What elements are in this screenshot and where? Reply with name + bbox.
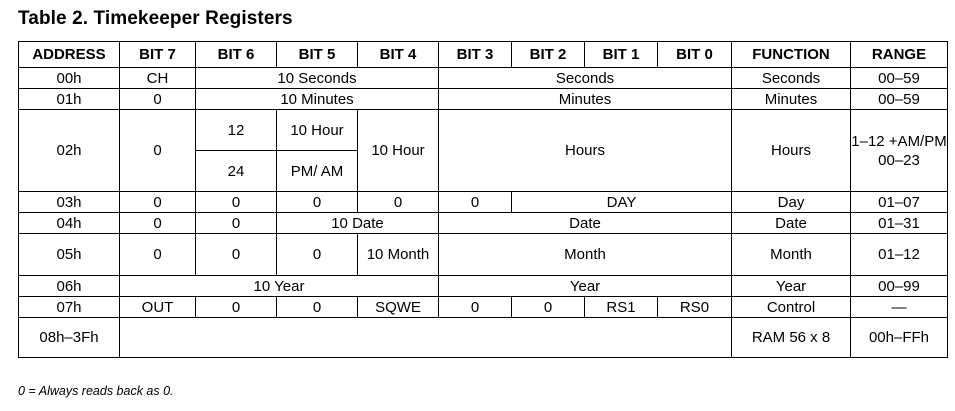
cell-bit7: 0	[120, 213, 196, 234]
table-row	[19, 276, 948, 297]
cell-address: 05h	[19, 234, 120, 276]
table-row	[19, 318, 948, 358]
cell-address: 06h	[19, 276, 120, 297]
cell-bit7: CH	[120, 68, 196, 89]
cell-bits5to4: 10 Date	[277, 213, 439, 234]
cell-bits7to4: 10 Year	[120, 276, 439, 297]
table-row	[19, 68, 948, 89]
cell-bit4-10-month: 10 Month	[358, 234, 439, 276]
cell-bit6: 0	[196, 297, 277, 318]
cell-bit6: 0	[196, 234, 277, 276]
cell-bit0: RS0	[658, 297, 732, 318]
cell-bit1: RS1	[585, 297, 658, 318]
table-row	[19, 213, 948, 234]
header-bit0: BIT 0	[658, 42, 732, 68]
cell-bit7: 0	[120, 89, 196, 110]
cell-bit7: 0	[120, 192, 196, 213]
cell-bits3to0: Year	[439, 276, 732, 297]
header-bit3: BIT 3	[439, 42, 512, 68]
cell-function: RAM 56 x 8	[732, 318, 851, 358]
cell-bits6to4: 10 Seconds	[196, 68, 439, 89]
header-row	[19, 42, 948, 68]
cell-address: 00h	[19, 68, 120, 89]
cell-range: 00–59	[851, 68, 948, 89]
cell-function: Hours	[732, 110, 851, 192]
header-address: ADDRESS	[19, 42, 120, 68]
cell-range: 01–07	[851, 192, 948, 213]
cell-bits-empty	[120, 318, 732, 358]
cell-function: Month	[732, 234, 851, 276]
footnote: 0 = Always reads back as 0.	[18, 384, 174, 398]
table-title: Table 2. Timekeeper Registers	[18, 8, 293, 29]
cell-bit6: 0	[196, 192, 277, 213]
cell-bit3: 0	[439, 297, 512, 318]
cell-range: 00h–FFh	[851, 318, 948, 358]
table-row	[19, 89, 948, 110]
cell-bits3to0: Month	[439, 234, 732, 276]
table-row	[19, 110, 948, 151]
cell-address: 07h	[19, 297, 120, 318]
table-row	[19, 192, 948, 213]
cell-range: 1–12 +AM/PM 00–23	[851, 110, 948, 192]
cell-address: 02h	[19, 110, 120, 192]
header-bit5: BIT 5	[277, 42, 358, 68]
cell-bit5: 0	[277, 192, 358, 213]
cell-bit5: 0	[277, 297, 358, 318]
cell-bit5-pm-am: PM/ AM	[277, 151, 358, 192]
cell-bits3to0: Date	[439, 213, 732, 234]
header-range: RANGE	[851, 42, 948, 68]
cell-bit4-10-hour: 10 Hour	[358, 110, 439, 192]
header-bit7: BIT 7	[120, 42, 196, 68]
cell-bit6-mode-12: 12	[196, 110, 277, 151]
cell-bits3to0: Hours	[439, 110, 732, 192]
cell-range: 00–59	[851, 89, 948, 110]
cell-bits2to0: DAY	[512, 192, 732, 213]
cell-address: 08h–3Fh	[19, 318, 120, 358]
cell-range: 01–12	[851, 234, 948, 276]
cell-bit2: 0	[512, 297, 585, 318]
header-bit6: BIT 6	[196, 42, 277, 68]
cell-bit4: 0	[358, 192, 439, 213]
cell-address: 01h	[19, 89, 120, 110]
cell-address: 03h	[19, 192, 120, 213]
header-bit4: BIT 4	[358, 42, 439, 68]
cell-range: 01–31	[851, 213, 948, 234]
table-row	[19, 297, 948, 318]
cell-bit5: 0	[277, 234, 358, 276]
cell-range: —	[851, 297, 948, 318]
cell-bit3: 0	[439, 192, 512, 213]
timekeeper-registers-table	[18, 41, 948, 358]
cell-bit4: SQWE	[358, 297, 439, 318]
cell-bit7: OUT	[120, 297, 196, 318]
cell-function: Year	[732, 276, 851, 297]
cell-function: Minutes	[732, 89, 851, 110]
cell-bit7: 0	[120, 110, 196, 192]
header-bit1: BIT 1	[585, 42, 658, 68]
header-bit2: BIT 2	[512, 42, 585, 68]
header-function: FUNCTION	[732, 42, 851, 68]
cell-bit7: 0	[120, 234, 196, 276]
table-row	[19, 234, 948, 276]
cell-range: 00–99	[851, 276, 948, 297]
cell-function: Day	[732, 192, 851, 213]
cell-function: Seconds	[732, 68, 851, 89]
cell-bit6-mode-24: 24	[196, 151, 277, 192]
cell-function: Date	[732, 213, 851, 234]
cell-bits3to0: Minutes	[439, 89, 732, 110]
cell-bits3to0: Seconds	[439, 68, 732, 89]
cell-bit5-10-hour: 10 Hour	[277, 110, 358, 151]
cell-bits6to4: 10 Minutes	[196, 89, 439, 110]
cell-bit6: 0	[196, 213, 277, 234]
cell-address: 04h	[19, 213, 120, 234]
cell-function: Control	[732, 297, 851, 318]
